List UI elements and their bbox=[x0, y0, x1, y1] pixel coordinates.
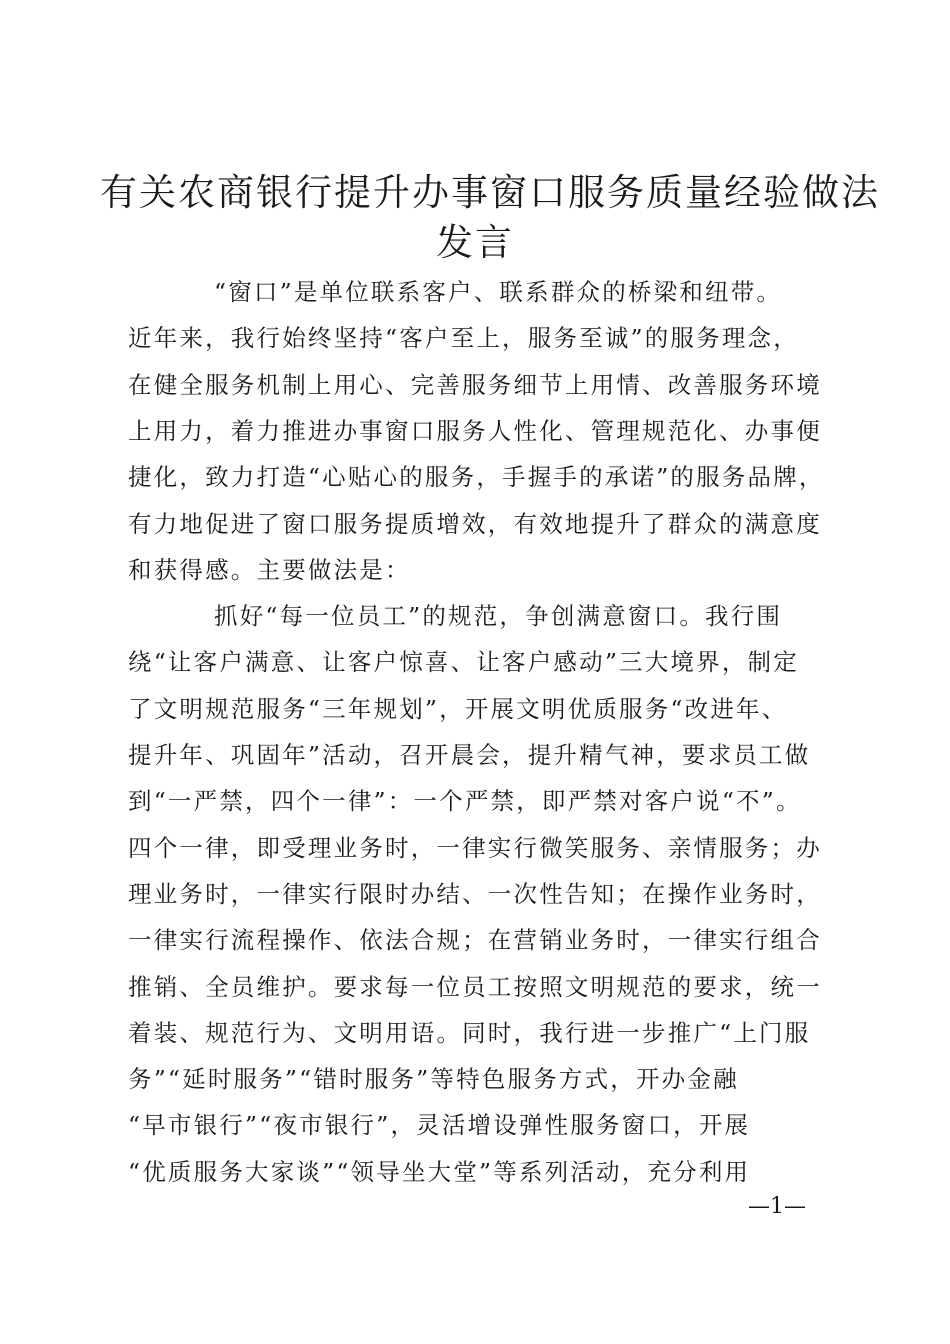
body-line-16: 推销、全员维护。要求每一位员工按照文明规范的要求，统一 bbox=[128, 973, 822, 1001]
body-line-7: 和获得感。主要做法是： bbox=[128, 556, 411, 584]
body-line-4: 上用力，着力推进办事窗口服务人性化、管理规范化、办事便 bbox=[128, 417, 822, 445]
page-number: —1— bbox=[748, 1194, 806, 1219]
body-line-2: 近年来，我行始终坚持“客户至上，服务至诚”的服务理念， bbox=[128, 324, 799, 352]
body-line-10: 了文明规范服务“三年规划”，开展文明优质服务“改进年、 bbox=[128, 695, 788, 723]
body-line-3: 在健全服务机制上用心、完善服务细节上用情、改善服务环境 bbox=[128, 371, 822, 399]
body-line-13: 四个一律，即受理业务时，一律实行微笑服务、亲情服务；办 bbox=[128, 834, 822, 862]
body-line-17: 着装、规范行为、文明用语。同时，我行进一步推广“上门服 bbox=[128, 1019, 811, 1047]
body-line-20: “优质服务大家谈”“领导坐大堂”等系列活动，充分利用 bbox=[128, 1158, 751, 1186]
body-line-6: 有力地促进了窗口服务提质增效，有效地提升了群众的满意度 bbox=[128, 510, 822, 538]
body-line-11: 提升年、巩固年”活动，召开晨会，提升精气神，要求员工做 bbox=[128, 741, 811, 769]
document-title-line-2: 发言 bbox=[436, 221, 514, 264]
body-line-8: 抓好“每一位员工”的规范，争创满意窗口。我行围 bbox=[214, 602, 783, 630]
document-title-line-1: 有关农商银行提升办事窗口服务质量经验做法 bbox=[100, 171, 880, 214]
body-line-12: 到“一严禁，四个一律”：一个严禁，即严禁对客户说“不”。 bbox=[128, 787, 802, 815]
body-line-9: 绕“让客户满意、让客户惊喜、让客户感动”三大境界，制定 bbox=[128, 648, 799, 676]
body-line-15: 一律实行流程操作、依法合规；在营销业务时，一律实行组合 bbox=[128, 926, 822, 954]
body-line-5: 捷化，致力打造“心贴心的服务，手握手的承诺”的服务品牌， bbox=[128, 463, 825, 491]
body-line-18: 务”“延时服务”“错时服务”等特色服务方式，开办金融 bbox=[128, 1065, 739, 1093]
body-line-19: “早市银行”“夜市银行”，灵活增设弹性服务窗口，开展 bbox=[128, 1111, 751, 1139]
body-line-14: 理业务时，一律实行限时办结、一次性告知；在操作业务时， bbox=[128, 880, 822, 908]
body-line-1: “窗口”是单位联系客户、联系群众的桥梁和纽带。 bbox=[214, 278, 783, 306]
